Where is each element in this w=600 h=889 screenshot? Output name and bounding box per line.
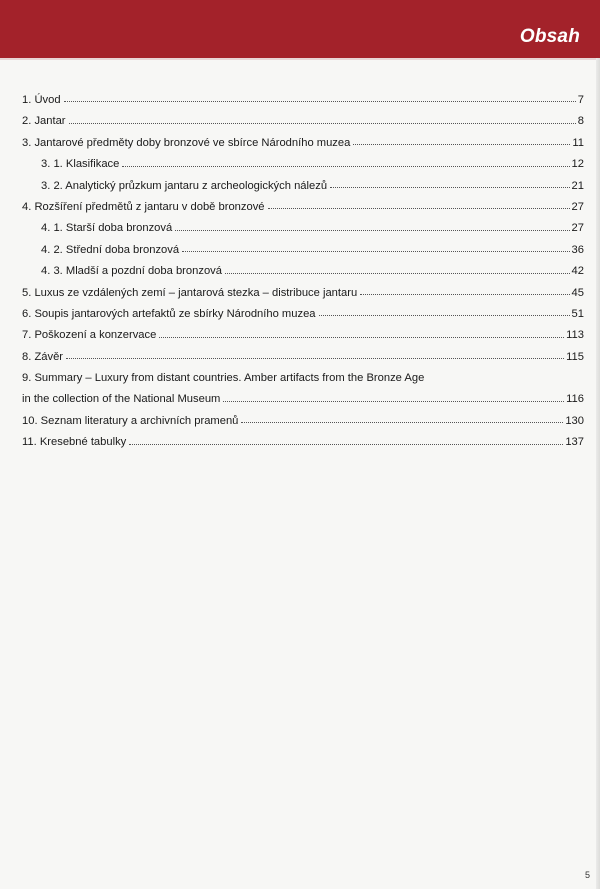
- toc-leader-dots: [241, 421, 563, 423]
- toc-entry: [22, 411, 584, 432]
- toc-entry: [22, 197, 584, 218]
- toc-entry-page: 21: [571, 179, 584, 192]
- toc-entry-title: 8. Závěr: [22, 350, 64, 363]
- toc-entry: [22, 90, 584, 111]
- toc-entry: [22, 368, 584, 389]
- toc-entry: [22, 240, 584, 261]
- toc-entry-page: 137: [565, 436, 584, 449]
- toc-entry: [22, 133, 584, 154]
- header-divider: [0, 58, 600, 60]
- toc-entry: [22, 432, 584, 453]
- toc-leader-dots: [182, 250, 569, 252]
- toc-entry-page: 130: [565, 414, 584, 427]
- toc-entry-page: 116: [566, 393, 584, 406]
- toc-entry: [22, 347, 584, 368]
- toc-entry-page: 27: [571, 200, 584, 213]
- toc-entry-page: 115: [566, 350, 584, 363]
- page-edge-shadow: [596, 58, 600, 889]
- header-band: [0, 0, 600, 58]
- toc-entry: [22, 389, 584, 410]
- toc-entry-title: 4. 1. Starší doba bronzová: [41, 222, 173, 235]
- toc-entry-title: 7. Poškození a konzervace: [22, 329, 157, 342]
- toc-entry-title: 5. Luxus ze vzdálených zemí – jantarová stezka – distribuce jantaru: [22, 286, 358, 299]
- toc-leader-dots: [69, 122, 576, 124]
- toc-leader-dots: [175, 229, 569, 231]
- toc-entry-title: 10. Seznam literatury a archivních pramenů: [22, 414, 239, 427]
- toc-leader-dots: [122, 165, 569, 167]
- toc-leader-dots: [129, 443, 563, 445]
- toc-leader-dots: [353, 143, 570, 145]
- toc-entry-title: 3. Jantarové předměty doby bronzové ve sbírce Národního muzea: [22, 136, 351, 149]
- toc-leader-dots: [66, 357, 564, 359]
- toc-entry: [22, 111, 584, 132]
- toc-entry-page: 45: [571, 286, 584, 299]
- toc-entry-page: 36: [571, 243, 584, 256]
- toc-entry-page: 12: [571, 158, 584, 171]
- toc-entry-page: 27: [571, 222, 584, 235]
- toc-entry-title: 3. 1. Klasifikace: [41, 158, 120, 171]
- toc-entry: [22, 218, 584, 239]
- toc-entry-title: 4. 2. Střední doba bronzová: [41, 243, 180, 256]
- toc-entry-page: 42: [571, 265, 584, 278]
- toc-entry-title: 4. Rozšíření předmětů z jantaru v době bronzové: [22, 200, 265, 213]
- toc-leader-dots: [360, 293, 569, 295]
- page-number: 5: [584, 870, 590, 880]
- toc-leader-dots: [159, 336, 564, 338]
- toc-entry-page: 7: [577, 94, 584, 106]
- toc-entry: [22, 283, 584, 304]
- toc-leader-dots: [268, 207, 570, 209]
- toc-leader-dots: [225, 272, 570, 274]
- toc-entry-title: 11. Kresebné tabulky: [22, 436, 127, 449]
- toc-leader-dots: [330, 186, 570, 188]
- toc-entry-title: 9. Summary – Luxury from distant countries. Amber artifacts from the Bronze Age: [22, 372, 425, 385]
- toc-entry-page: 113: [566, 329, 584, 342]
- toc-entry: [22, 176, 584, 197]
- page-title: Obsah: [519, 26, 580, 47]
- toc-entry-title: 1. Úvod: [22, 94, 61, 106]
- toc-leader-dots: [64, 100, 576, 102]
- toc-entry-page: 8: [577, 115, 584, 128]
- toc-leader-dots: [223, 400, 564, 402]
- toc-entry-title: 4. 3. Mladší a pozdní doba bronzová: [41, 265, 222, 278]
- table-of-contents: [22, 90, 584, 454]
- toc-entry-page: 51: [571, 307, 584, 320]
- toc-entry: [22, 304, 584, 325]
- toc-entry-title: 3. 2. Analytický průzkum jantaru z archeologických nálezů: [41, 179, 328, 192]
- toc-entry: [22, 325, 584, 346]
- toc-entry-page: 11: [572, 136, 584, 149]
- toc-entry-title: 6. Soupis jantarových artefaktů ze sbírky Národního muzea: [22, 307, 316, 320]
- toc-entry-title: in the collection of the National Museum: [22, 393, 221, 406]
- toc-entry-title: 2. Jantar: [22, 115, 66, 128]
- toc-leader-dots: [319, 314, 570, 316]
- toc-entry: [22, 154, 584, 175]
- toc-entry: [22, 261, 584, 282]
